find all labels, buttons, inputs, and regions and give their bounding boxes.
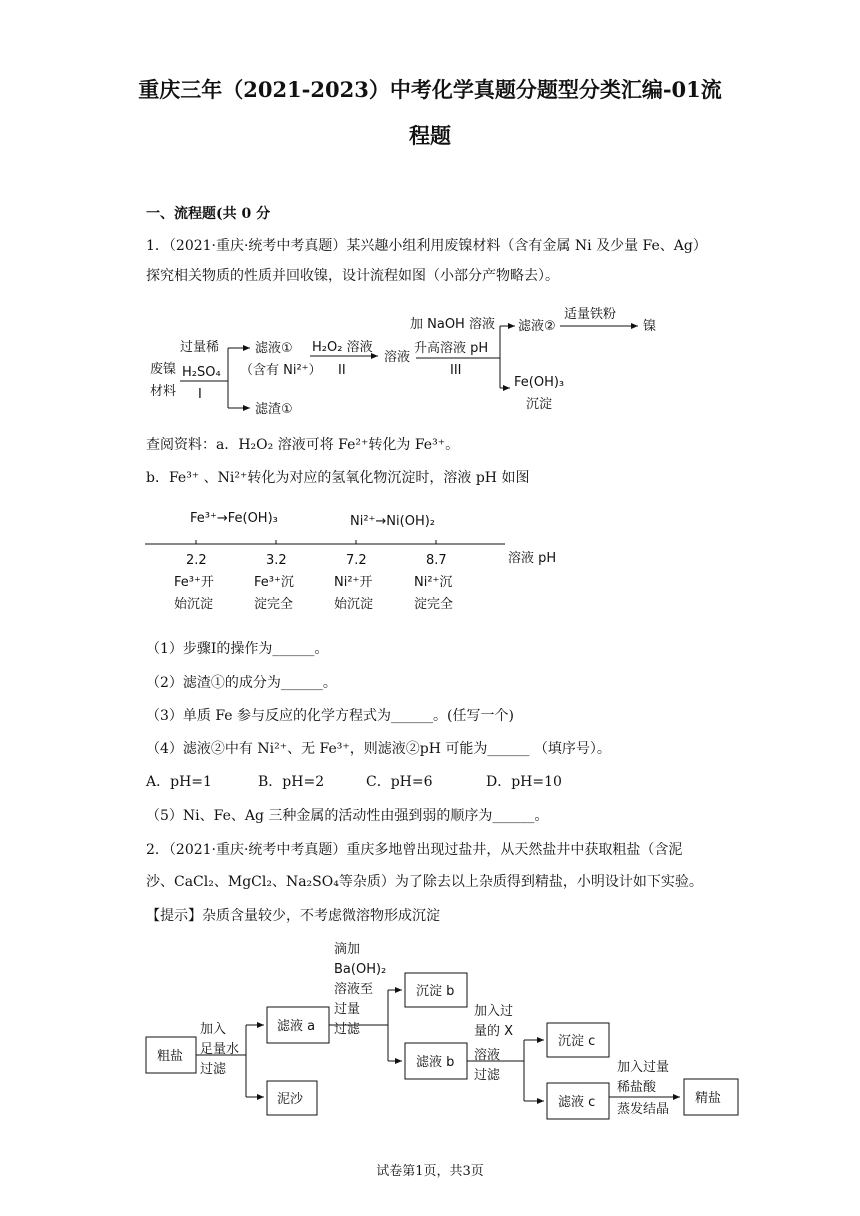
flow2-step3: 加入过 <box>474 1004 514 1019</box>
option-c: C．pH=6 <box>366 774 433 790</box>
flow2-sand: 泥沙 <box>277 1092 304 1107</box>
flow2-step1: 过滤 <box>200 1062 227 1077</box>
flow2-step2: 过量 <box>334 1002 361 1017</box>
page-footer: 试卷第1页，共3页 <box>376 1164 484 1179</box>
flow1-precipitate-line2: 沉淀 <box>526 397 553 412</box>
flow2-crude-salt: 粗盐 <box>157 1049 184 1064</box>
flow1-reagent3-line1: 加 NaOH 溶液 <box>410 317 495 332</box>
flow1-reagent3-line2: 升高溶液 pH <box>414 341 489 356</box>
flow2-step4: 稀盐酸 <box>617 1080 657 1095</box>
flow2-step2: Ba(OH)₂ <box>334 962 387 977</box>
q1-info-b: b．Fe³⁺ 、Ni²⁺转化为对应的氢氧化物沉淀时，溶液 pH 如图 <box>146 470 530 486</box>
flow2-step2: 溶液至 <box>334 982 374 997</box>
flow1-reagent1-line1: 过量稀 <box>180 340 220 355</box>
option-d: D．pH=10 <box>486 774 562 790</box>
flow2-step3: 溶液 <box>474 1048 501 1063</box>
q1-sub3: （3）单质 Fe 参与反应的化学方程式为______。(任写一个) <box>146 708 514 724</box>
flow1-precipitate-line1: Fe(OH)₃ <box>514 375 565 390</box>
page-title-line2: 程题 <box>409 123 451 148</box>
flow1-step2: II <box>338 363 346 378</box>
flow2-filtrate-a: 滤液 a <box>277 1019 316 1034</box>
flow2-precip-b: 沉淀 b <box>416 984 455 999</box>
ph-tick-note: Ni²⁺沉 <box>414 575 453 590</box>
flow1-filtrate1: 滤液① <box>255 341 293 356</box>
flow1-filtrate1-note: （含有 Ni²⁺） <box>240 363 322 378</box>
flow1-solution: 溶液 <box>384 350 411 365</box>
flow1-reagent1-line2: H₂SO₄ <box>182 365 221 380</box>
flow2-step4: 蒸发结晶 <box>617 1102 670 1117</box>
ph-tick-note: Ni²⁺开 <box>334 575 373 590</box>
ph-tick-note: 始沉淀 <box>174 597 214 612</box>
ph-tick-note: 淀完全 <box>414 597 454 612</box>
q1-flow-diagram <box>140 298 700 428</box>
ph-tick-value: 7.2 <box>346 553 367 568</box>
page-title: 重庆三年（2021-2023）中考化学真题分题型分类汇编-01流 <box>138 77 722 102</box>
ph-label-ni: Ni²⁺→Ni(OH)₂ <box>350 514 436 529</box>
flow1-reagent2: H₂O₂ 溶液 <box>312 340 373 355</box>
q2-intro-line2: 沙、CaCl₂、MgCl₂、Na₂SO₄等杂质）为了除去以上杂质得到精盐，小明设计如下实验。 <box>146 874 703 890</box>
q1-intro-line1: 1．（2021·重庆·统考中考真题）某兴趣小组利用废镍材料（含有金属 Ni 及少量 Fe、Ag） <box>146 238 707 254</box>
q2-intro-line1: 2．（2021·重庆·统考中考真题）重庆多地曾出现过盐井，从天然盐井中获取粗盐（含泥 <box>146 842 683 858</box>
flow1-start-line1: 废镍 <box>150 362 177 377</box>
ph-tick-value: 8.7 <box>426 553 447 568</box>
flow2-step3: 量的 X <box>474 1024 514 1039</box>
flow2-step1: 加入 <box>200 1022 227 1037</box>
ph-label-fe: Fe³⁺→Fe(OH)₃ <box>190 511 278 526</box>
flow2-step4: 加入过量 <box>617 1060 670 1075</box>
ph-tick-note: Fe³⁺沉 <box>254 575 294 590</box>
ph-axis-label: 溶液 pH <box>508 551 557 566</box>
flow1-product: 镍 <box>643 319 657 334</box>
flow1-residue1: 滤渣① <box>255 402 293 417</box>
flow2-filtrate-b: 滤液 b <box>416 1055 455 1070</box>
q1-sub5: （5）Ni、Fe、Ag 三种金属的活动性由强到弱的顺序为______。 <box>146 808 549 824</box>
q1-sub2: （2）滤渣①的成分为______。 <box>146 675 337 691</box>
ph-tick-note: 始沉淀 <box>334 597 374 612</box>
flow2-precip-c: 沉淀 c <box>558 1034 596 1049</box>
flow2-step3: 过滤 <box>474 1068 501 1083</box>
q1-intro-line2: 探究相关物质的性质并回收镍，设计流程如图（小部分产物略去）。 <box>146 268 559 284</box>
flow1-step1: I <box>198 387 202 402</box>
ph-tick-note: 淀完全 <box>254 597 294 612</box>
q1-sub4: （4）滤液②中有 Ni²⁺、无 Fe³⁺，则滤液②pH 可能为______ （填序号）。 <box>146 741 611 757</box>
ph-tick-value: 2.2 <box>186 553 207 568</box>
flow2-step2: 滴加 <box>334 942 361 957</box>
section-heading: 一、流程题(共 0 分 <box>146 206 271 222</box>
q2-hint: 【提示】杂质含量较少，不考虑微溶物形成沉淀 <box>146 908 440 924</box>
q1-info-a: 查阅资料：a．H₂O₂ 溶液可将 Fe²⁺转化为 Fe³⁺。 <box>146 437 460 453</box>
flow2-step2: 过滤 <box>334 1022 361 1037</box>
q1-sub1: （1）步骤I的操作为______。 <box>146 641 329 657</box>
flow1-step3: III <box>450 363 462 378</box>
option-a: A．pH=1 <box>146 774 212 790</box>
ph-axis-diagram <box>140 500 580 620</box>
option-b: B．pH=2 <box>258 774 325 790</box>
q2-flow-diagram <box>140 935 750 1135</box>
flow1-start-line2: 材料 <box>150 384 177 399</box>
flow2-filtrate-c: 滤液 c <box>558 1095 596 1110</box>
flow2-step1: 足量水 <box>200 1042 240 1057</box>
flow2-fine-salt: 精盐 <box>695 1091 722 1106</box>
ph-tick-value: 3.2 <box>266 553 287 568</box>
ph-tick-note: Fe³⁺开 <box>174 575 214 590</box>
flow1-reagent4: 适量铁粉 <box>564 307 617 322</box>
flow1-filtrate2: 滤液② <box>518 319 556 334</box>
